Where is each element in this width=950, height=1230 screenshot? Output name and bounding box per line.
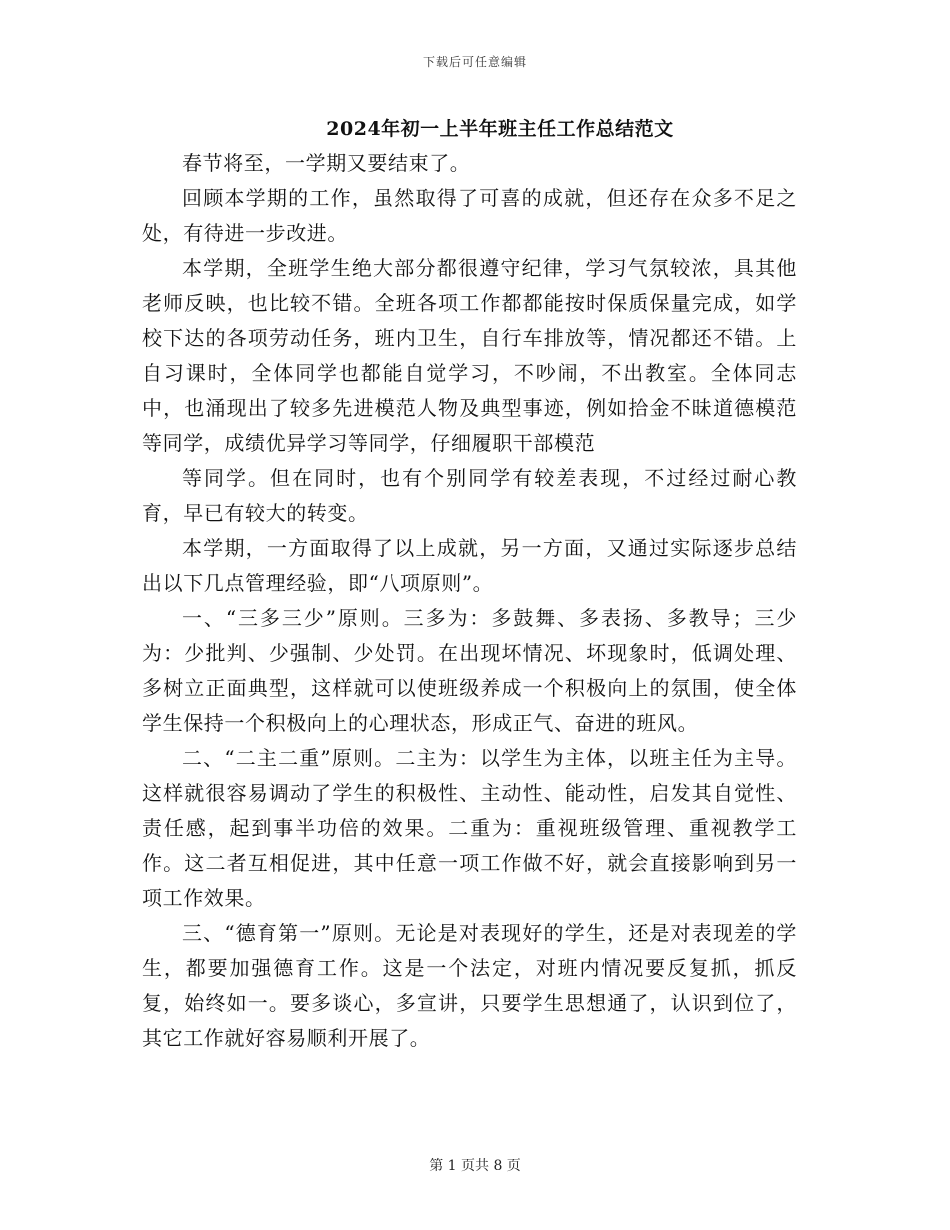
paragraph-5: 本学期，一方面取得了以上成就，另一方面，又通过实际逐步总结出以下几点管理经验，即“八项原则”。 — [142, 536, 797, 595]
paragraph-7: 二、“二主二重”原则。二主为：以学生为主体，以班主任为主导。这样就很容易调动了学生的积极性、主动性、能动性，启发其自觉性、责任感，起到事半功倍的效果。二重为：重视班级管理、重视教学工作。这二者互相促进，其中任意一项工作做不好，就会直接影响到另一项工作效果。 — [142, 746, 797, 910]
paragraph-4: 等同学。但在同时，也有个别同学有较差表现，不过经过耐心教育，早已有较大的转变。 — [142, 466, 797, 525]
paragraph-1: 春节将至，一学期又要结束了。 — [182, 151, 471, 175]
page-number-footer: 第 1 页共 8 页 — [429, 1158, 521, 1174]
paragraph-3: 本学期，全班学生绝大部分都很遵守纪律，学习气氛较浓，具其他老师反映，也比较不错。全班各项工作都都能按时保质保量完成，如学校下达的各项劳动任务，班内卫生，自行车排放等，情况都还不错。上自习课时，全体同学也都能自觉学习，不吵闹，不出教室。全体同志中，也涌现出了较多先进模范人物及典型事迹，例如拾金不昧道德模范等同学，成绩优异学习等同学，仔细履职干部模范 — [142, 256, 797, 455]
paragraph-2: 回顾本学期的工作，虽然取得了可喜的成就，但还存在众多不足之处，有待进一步改进。 — [142, 186, 797, 245]
document-body — [142, 146, 797, 1056]
page-header-note: 下载后可任意编辑 — [422, 55, 527, 69]
paragraph-8: 三、“德育第一”原则。无论是对表现好的学生，还是对表现差的学生，都要加强德育工作。这是一个法定，对班内情况要反复抓，抓反复，始终如一。要多谈心，多宣讲，只要学生思想通了，认识到位了，其它工作就好容易顺利开展了。 — [142, 921, 797, 1050]
document-title: 2024年初一上半年班主任工作总结范文 — [326, 118, 674, 140]
paragraph-6: 一、“三多三少”原则。三多为：多鼓舞、多表扬、多教导；三少为：少批判、少强制、少处罚。在出现坏情况、坏现象时，低调处理、多树立正面典型，这样就可以使班级养成一个积极向上的氛围，使全体学生保持一个积极向上的心理状态，形成正气、奋进的班风。 — [142, 606, 797, 735]
